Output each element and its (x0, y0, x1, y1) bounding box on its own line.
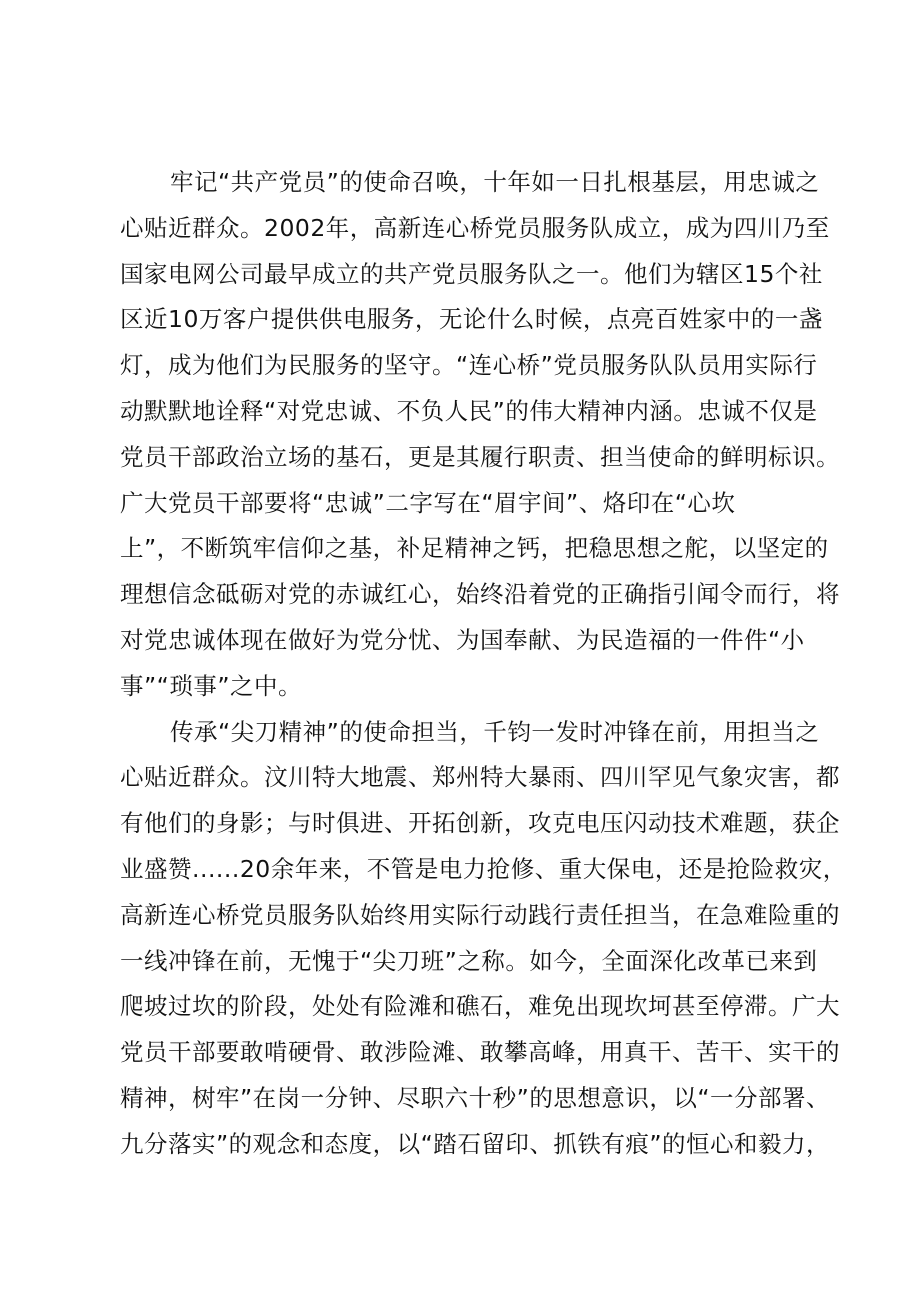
text-line: 对党忠诚体现在做好为党分忧、为国奉献、为民造福的一件件“小 (120, 625, 805, 654)
text-line: 爬坡过坎的阶段，处处有险滩和礁石，难免出现坎坷甚至停滞。广大 (120, 992, 840, 1021)
paragraph-loyalty (120, 160, 840, 710)
paragraph-vanguard (120, 710, 847, 1168)
text-line: 传承“尖刀精神”的使命担当，千钧一发时冲锋在前，用担当之 (170, 717, 820, 746)
text-line: 灯，成为他们为民服务的坚守。“连心桥”党员服务队队员用实际行 (120, 351, 818, 380)
text-line: 广大党员干部要将“忠诚”二字写在“眉宇间”、烙印在“心坎 (120, 488, 736, 517)
text-line: 区近10万客户提供供电服务，无论什么时候，点亮百姓家中的一盏 (120, 305, 823, 334)
text-line: 理想信念砥砺对党的赤诚红心，始终沿着党的正确指引闻令而行，将 (120, 580, 840, 609)
text-line: 上”，不断筑牢信仰之基，补足精神之钙，把稳思想之舵，以坚定的 (120, 534, 829, 563)
text-line: 精神，树牢”在岗一分钟、尽职六十秒”的思想意识，以“一分部署、 (120, 1083, 831, 1112)
text-line: 牢记“共产党员”的使命召唤，十年如一日扎根基层，用忠诚之 (170, 168, 820, 196)
text-line: 一线冲锋在前，无愧于“尖刀班”之称。如今，全面深化改革已来到 (120, 946, 818, 975)
text-line: 党员干部政治立场的基石，更是其履行职责、担当使命的鲜明标识。 (120, 442, 840, 471)
text-line: 动默默地诠释“对党忠诚、不负人民”的伟大精神内涵。忠诚不仅是 (120, 396, 818, 425)
text-line: 业盛赞......20余年来，不管是电力抢修、重大保电，还是抢险救灾， (120, 854, 847, 883)
article-body (120, 160, 847, 1168)
text-line: 高新连心桥党员服务队始终用实际行动践行责任担当，在急难险重的 (120, 900, 840, 929)
text-line: 有他们的身影；与时俱进、开拓创新，攻克电压闪动技术难题，获企 (120, 809, 840, 838)
text-line: 党员干部要敢啃硬骨、敢涉险滩、敢攀高峰，用真干、苦干、实干的 (120, 1038, 840, 1067)
text-line: 九分落实”的观念和态度，以“踏石留印、抓铁有痕”的恒心和毅力， (120, 1129, 831, 1158)
text-line: 心贴近群众。汶川特大地震、郑州特大暴雨、四川罕见气象灾害，都 (120, 763, 840, 792)
text-line: 国家电网公司最早成立的共产党员服务队之一。他们为辖区15个社 (120, 259, 823, 288)
text-line: 心贴近群众。2002年，高新连心桥党员服务队成立，成为四川乃至 (120, 213, 830, 242)
text-line: 事”“琐事”之中。 (120, 671, 303, 700)
